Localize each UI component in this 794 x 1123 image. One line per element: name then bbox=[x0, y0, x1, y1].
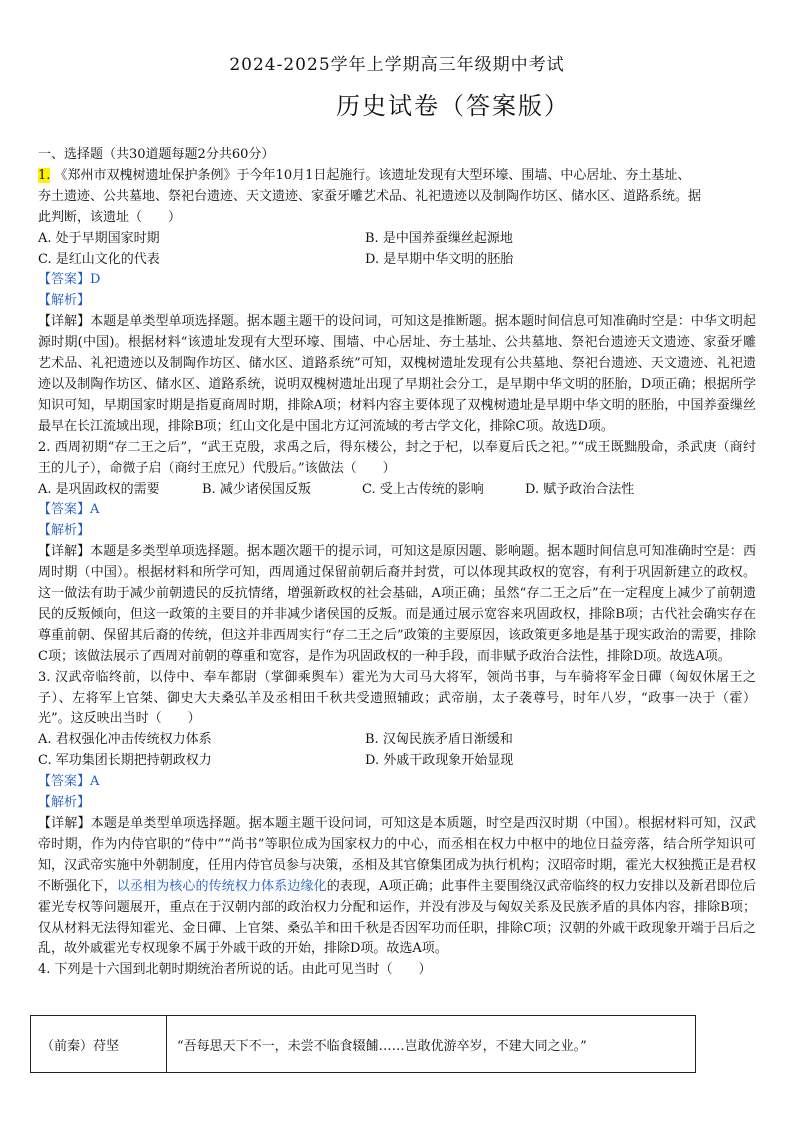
q1-options-row1 bbox=[38, 229, 756, 250]
q2-analysis: 【解析】 bbox=[38, 523, 91, 539]
section-heading: 一、选择题（共30道题每题2分共60分） bbox=[38, 147, 275, 162]
content bbox=[38, 145, 756, 981]
q2-answer: 【答案】A bbox=[38, 502, 100, 518]
exam-title: 2024-2025学年上学期高三年级期中考试 bbox=[229, 55, 565, 75]
q4-table bbox=[30, 1015, 696, 1073]
q1-analysis: 【解析】 bbox=[38, 293, 91, 309]
q3-option-d: D. 外戚干政现象开始显现 bbox=[365, 753, 514, 769]
q2-stem: 2. 西周初期“存二王之后”，“武王克殷，求禹之后，得东楼公，封之于杞，以奉夏后氏之祀。”“成王既黜殷命，杀武庚（商纣王的儿子），命微子启（商纣王庶兄）代殷后。”该做法（ ） bbox=[38, 439, 756, 476]
exam-subtitle: 历史试卷（答案版） bbox=[336, 92, 570, 120]
q1-options-row2 bbox=[38, 250, 756, 271]
q4-table-quote: “吾每思天下不一，未尝不临食辍餔……岂敢优游卒岁，不建大同之业。” bbox=[167, 1016, 696, 1073]
q2-options bbox=[38, 480, 756, 501]
q3-options-row1 bbox=[38, 730, 756, 751]
q1-detail: 【详解】本题是单类型单项选择题。据本题主题干的设问词，可知这是推断题。据本题时间信息可知准确时空是：中华文明起源时期(中国)。根据材料“该遗址发现有大型环壕、围墙、中心居址、夯土基址、公共墓地、祭祀台遗迹天文遗迹、家蚕牙雕艺术品、礼祀遗迹以及制陶作坊区、储水区、道路系统”可知，双槐树遗址发现有公共墓地、祭祀台遗迹、天文遗迹、礼祀遗迹以及制陶作坊区、储水区、道路系统，说明双槐树遗址出现了早期社会分工，是早期中华文明的胚胎，D项正确；根据所学知识可知，早期国家时期是指夏商周时期，排除A项；材料内容主要体现了双槐树遗址是早期中华文明的胚胎，中国养蚕缫丝最早在长江流域出现，排除B项；红山文化是中国北方辽河流域的考古学文化，排除C项。故选D项。 bbox=[38, 314, 756, 434]
q1-line3: 此判断，该遗址（ ） bbox=[38, 209, 182, 225]
q1-line2: 夯土遗迹、公共墓地、祭祀台遗迹、天文遗迹、家蚕牙雕艺术品、礼祀遗迹以及制陶作坊区、储水区、道路系统。据 bbox=[38, 188, 702, 204]
q2-option-d: D. 赋予政治合法性 bbox=[525, 481, 635, 497]
q4-stem: 4. 下列是十六国到北朝时期统治者所说的话。由此可见当时（ ） bbox=[38, 962, 432, 978]
q4-table-ruler: （前秦）苻坚 bbox=[31, 1016, 167, 1073]
q3-option-c: C. 军功集团长期把持朝政权力 bbox=[38, 753, 212, 769]
q3-answer: 【答案】A bbox=[38, 774, 100, 790]
q1-text1: 《郑州市双槐树遗址保护条例》于今年10月1日起施行。该遗址发现有大型环壕、围墙、中心居址、夯土基址、 bbox=[54, 167, 691, 183]
q1-line1 bbox=[38, 166, 756, 187]
q3-detail-text-end: 的表现，A项正确；此事件主要围绕汉武帝临终的权力安排以及新君即位后霍光专权等问题展开，重点在于汉朝内部的政治权力分配和运作，并没有涉及与匈奴关系及民族矛盾的具体内容，排除B项；仅从材料无法得知霍光、金日磾、上官桀、桑弘羊和田千秋是否因军功而任职，排除C项；汉朝的外戚干政现象开端于吕后之乱，故外戚霍光专权现象不属于外戚干政的开始，排除D项。故选A项。 bbox=[38, 878, 756, 957]
q1-option-d: D. 是早期中华文明的胚胎 bbox=[365, 251, 514, 267]
q2-option-c: C. 受上古传统的影响 bbox=[362, 481, 484, 497]
q1-option-b: B. 是中国养蚕缫丝起源地 bbox=[365, 230, 513, 246]
q1-answer: 【答案】D bbox=[38, 272, 101, 288]
q3-detail-highlight: 以丞相为核心的传统权力体系边缘化 bbox=[116, 878, 327, 894]
q2-option-b: B. 减少诸侯国反叛 bbox=[202, 481, 311, 497]
q3-analysis: 【解析】 bbox=[38, 795, 91, 811]
q3-option-a: A. 君权强化冲击传统权力体系 bbox=[38, 732, 212, 748]
table-row bbox=[31, 1016, 696, 1073]
q1-number: 1. bbox=[38, 167, 51, 183]
q3-options-row2 bbox=[38, 751, 756, 772]
q3-detail-text: 【详解】本题是单类型单项选择题。据本题主题干设问词，可知这是本质题，时空是西汉时期（中国）。根据材料可知，汉武帝时期，作为内侍官职的“侍中”“尚书”等职位成为国家权力的中心，而丞相在权力中枢中的地位日益旁落，结合所学知识可知，汉武帝实施中外朝制度，任用内侍官员参与决策，丞相及其官僚集团成为执行机构；汉昭帝时期，霍光大权独揽正是君权不断强化下， bbox=[38, 816, 756, 894]
q2-option-a: A. 是巩固政权的需要 bbox=[38, 481, 160, 497]
q2-detail: 【详解】本题是多类型单项选择题。据本题次题干的提示词，可知这是原因题、影响题。据本题时间信息可知准确时空是：西周时期（中国）。根据材料和所学可知，西周通过保留前朝后裔并封赏，可以体现其政权的宽容，有利于巩固新建立的政权。这一做法有助于减少前朝遗民的反抗情绪，增强新政权的社会基础，A项正确；虽然“存二王之后”在一定程度上减少了前朝遗民的反叛倾向，但这一政策的主要目的并非减少诸侯国的反叛。而是通过展示宽容来巩固政权，排除B项；古代社会确实存在尊重前朝、保留其后裔的传统，但这并非西周实行“存二王之后”政策的主要原因，该政策更多地是基于现实政治的需要，排除C项；该做法展示了西周对前朝的尊重和宽容，是作为巩固政权的一种手段，而非赋予政治合法性，排除D项。故选A项。 bbox=[38, 544, 756, 664]
q3-detail bbox=[38, 814, 756, 960]
q3-stem: 3. 汉武帝临终前，以侍中、奉车都尉（掌御乘舆车）霍光为大司马大将军，领尚书事，与车骑将军金日磾（匈奴休屠王之子）、左将军上官桀、御史大夫桑弘羊及丞相田千秋共受遗照辅政；武帝崩，太子袭尊号，时年八岁，“政事一决于（霍）光”。这反映出当时（ ） bbox=[38, 669, 756, 727]
q3-option-b: B. 汉匈民族矛盾日渐缓和 bbox=[365, 732, 513, 748]
q1-option-a: A. 处于早期国家时期 bbox=[38, 230, 160, 246]
q1-option-c: C. 是红山文化的代表 bbox=[38, 251, 160, 267]
